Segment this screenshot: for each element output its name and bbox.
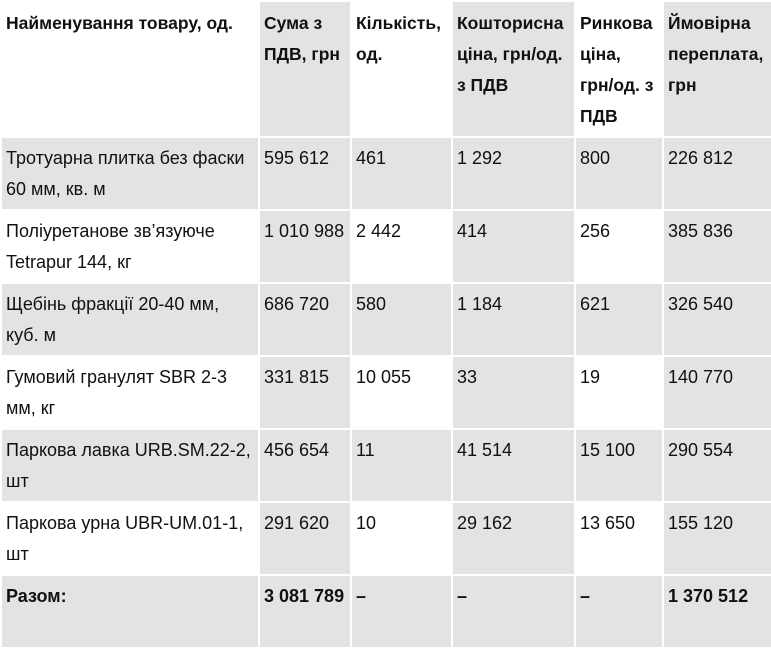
cell-probable-overpayment: 226 812 — [668, 148, 734, 168]
cell-estimate-price: 29 162 — [453, 503, 574, 574]
table-row — [2, 357, 771, 428]
header-product-name: Найменування товару, од. — [2, 2, 258, 136]
cell-product-name: Паркова урна UBR-UM.01-1, шт — [6, 513, 244, 564]
table-row — [2, 503, 771, 574]
cell-probable-overpayment: 140 770 — [664, 357, 771, 428]
total-sum-with-vat: 3 081 789 — [264, 586, 345, 606]
cell-sum-with-vat: 331 815 — [260, 357, 350, 428]
cell-product-name: Гумовий гранулят SBR 2-3 мм, кг — [6, 367, 228, 418]
cell-probable-overpayment: 155 120 — [664, 503, 771, 574]
total-market-price: – — [580, 586, 591, 606]
total-probable-overpayment: 1 370 512 — [668, 586, 749, 606]
cell-product-name: Паркова лавка URB.SM.22-2, шт — [6, 440, 251, 491]
cell-estimate-price: 414 — [453, 211, 574, 282]
cell-product-name: Поліуретанове зв’язуюче Tetrapur 144, кг — [6, 221, 215, 272]
cell-sum-with-vat: 595 612 — [264, 148, 330, 168]
cell-market-price: 19 — [580, 367, 601, 387]
cell-quantity: 10 055 — [356, 367, 412, 387]
cell-probable-overpayment: 385 836 — [664, 211, 771, 282]
cell-market-price: 13 650 — [580, 513, 636, 533]
total-label: Разом: — [6, 586, 67, 606]
table-row — [2, 138, 771, 209]
cell-market-price: 800 — [580, 148, 611, 168]
cell-estimate-price: 33 — [453, 357, 574, 428]
cell-product-name: Щебінь фракції 20-40 мм, куб. м — [6, 294, 220, 345]
table-row — [2, 211, 771, 282]
table-row — [2, 430, 771, 501]
cell-probable-overpayment: 290 554 — [668, 440, 734, 460]
cell-market-price: 621 — [580, 294, 611, 314]
header-probable-overpayment: Ймовірна переплата, грн — [664, 2, 771, 136]
cell-sum-with-vat: 291 620 — [260, 503, 350, 574]
cell-sum-with-vat: 1 010 988 — [260, 211, 350, 282]
table-row — [2, 284, 771, 355]
header-row — [2, 2, 771, 136]
cell-estimate-price: 1 292 — [457, 148, 503, 168]
cell-quantity: 2 442 — [356, 221, 402, 241]
header-sum-with-vat: Сума з ПДВ, грн — [260, 2, 350, 136]
header-estimate-price: Кошторисна ціна, грн/од. з ПДВ — [453, 2, 574, 136]
cell-quantity: 580 — [356, 294, 387, 314]
total-row — [2, 576, 771, 647]
cell-quantity: 461 — [356, 148, 387, 168]
cell-estimate-price: 41 514 — [457, 440, 513, 460]
cell-estimate-price: 1 184 — [457, 294, 503, 314]
cell-probable-overpayment: 326 540 — [668, 294, 734, 314]
cell-sum-with-vat: 456 654 — [264, 440, 330, 460]
header-quantity: Кількість, од. — [352, 2, 451, 136]
cell-market-price: 15 100 — [580, 440, 636, 460]
cell-market-price: 256 — [580, 221, 611, 241]
cell-quantity: 10 — [356, 513, 377, 533]
total-estimate-price: – — [457, 586, 468, 606]
cell-quantity: 11 — [356, 440, 375, 460]
cell-product-name: Тротуарна плитка без фаски 60 мм, кв. м — [6, 148, 245, 199]
total-quantity: – — [356, 586, 367, 606]
cell-sum-with-vat: 686 720 — [264, 294, 330, 314]
header-market-price: Ринкова ціна, грн/од. з ПДВ — [576, 2, 662, 136]
